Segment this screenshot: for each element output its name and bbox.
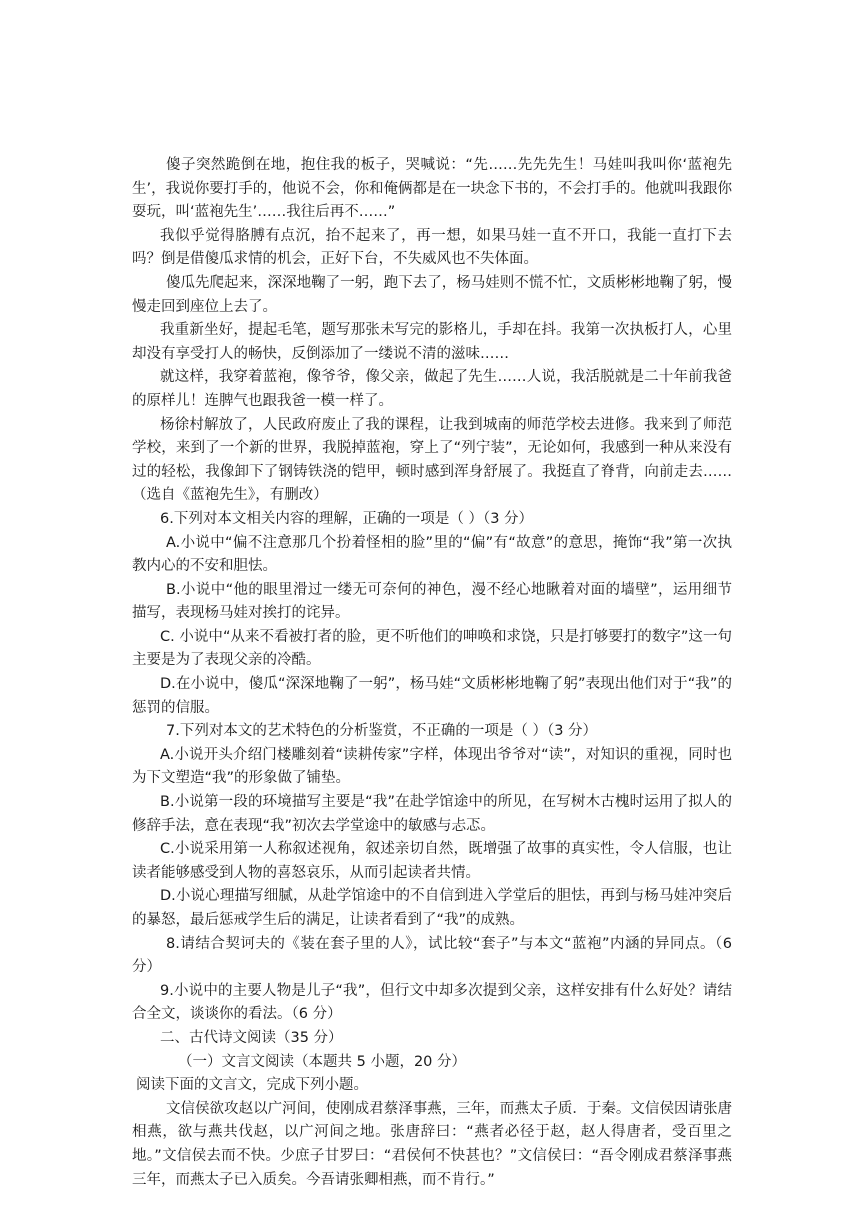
paragraph-6: 杨徐村解放了，人民政府废止了我的课程，让我到城南的师范学校去进修。我来到了师范学校，来到了一个新的世界，我脱掉蓝袍，穿上了“列宁装”，无论如何，我感到一种从来没有过的轻松，我像卸下了钢铸铁浇的铠甲，顿时感到浑身舒展了。我挺直了脊背，向前走去……（选自《蓝袍先生》，有删改） [132,416,732,504]
paragraph-4: 我重新坐好，提起毛笔，题写那张未写完的影格儿，手却在抖。我第一次执板打人，心里却没有享受打人的畅快，反倒添加了一缕说不清的滋味…… [132,322,732,362]
reading-instruction: 阅读下面的文言文，完成下列小题。 [136,1077,368,1094]
question-9: 9.小说中的主要人物是儿子“我”，但行文中却多次提到父亲，这样安排有什么好处？请结合全文，谈谈你的看法。（6 分） [132,982,732,1023]
question-6-option-a: A.小说中“偏不注意那几个扮着怪相的脸”里的“偏”有“故意”的意思，掩饰“我”第一次执教内心的不安和胆怯。 [132,534,732,575]
question-7-option-b: B.小说第一段的环境描写主要是“我”在赴学馆途中的所见，在写树木古槐时运用了拟人的修辞手法，意在表现“我”初次去学堂途中的敏感与忐忑。 [132,794,732,834]
question-6-option-c: C. 小说中“从来不看被打者的脸，更不听他们的呻唤和求饶，只是打够要打的数字”这一句主要是为了表现父亲的冷酷。 [132,628,732,669]
question-7-option-a: A.小说开头介绍门楼雕刻着“读耕传家”字样，体现出爷爷对“读”，对知识的重视，同时也为下文塑造“我”的形象做了铺垫。 [132,746,732,787]
question-7: 7.下列对本文的艺术特色的分析鉴赏，不正确的一项是（ ）（3 分） [166,723,598,740]
paragraph-3: 傻瓜先爬起来，深深地鞠了一躬，跑下去了，杨马娃则不慌不忙，文质彬彬地鞠了躬，慢慢走回到座位上去了。 [132,274,732,315]
document-page [132,154,732,1192]
question-6-option-b: B.小说中“他的眼里滑过一缕无可奈何的神色，漫不经心地瞅着对面的墙壁”，运用细节描写，表现杨马娃对挨打的诧异。 [132,581,732,622]
question-8: 8.请结合契诃夫的《装在套子里的人》，试比较“套子”与本文“蓝袍”内涵的异同点。（6 分） [132,935,732,976]
section-heading-classical: 二、古代诗文阅读（35 分） [160,1029,343,1046]
question-6-option-d: D.在小说中，傻瓜“深深地鞠了一躬”，杨马娃“文质彬彬地鞠了躬”表现出他们对于“我”的惩罚的信服。 [132,676,732,716]
question-7-option-d: D.小说心理描写细腻，从赴学馆途中的不自信到进入学堂后的胆怯，再到与杨马娃冲突后的暴怒，最后惩戒学生后的满足，让读者看到了“我”的成熟。 [132,888,732,928]
classical-passage: 文信侯欲攻赵以广河间，使刚成君蔡泽事燕，三年，而燕太子质．于秦。文信侯因请张唐相燕，欲与燕共伐赵，以广河间之地。张唐辞曰：“燕者必径于赵，赵人得唐者，受百里之地。”文信侯去而不快。少庶子甘罗曰：“君侯何不快甚也？”文信侯曰：“吾令刚成君蔡泽事燕三年，而燕太子已入质矣。今吾请张卿相燕，而不肯行。” [132,1100,732,1188]
paragraph-1: 傻子突然跪倒在地，抱住我的板子，哭喊说：“先……先先先生！马娃叫我叫你‘蓝袍先生’，我说你要打手的，他说不会，你和俺俩都是在一块念下书的，不会打手的。他就叫我跟你耍玩，叫‘蓝袍先生’……我往后再不……” [132,157,732,221]
question-6: 6.下列对本文相关内容的理解，正确的一项是（ ）（3 分） [160,510,534,527]
paragraph-2: 我似乎觉得胳膊有点沉，抬不起来了，再一想，如果马娃一直不开口，我能一直打下去吗？倒是借傻瓜求情的机会，正好下台，不失威风也不失体面。 [132,227,732,268]
paragraph-5: 就这样，我穿着蓝袍，像爷爷，像父亲，做起了先生……人说，我活脱就是二十年前我爸的原样儿！连脾气也跟我爸一模一样了。 [132,369,732,409]
question-7-option-c: C.小说采用第一人称叙述视角，叙述亲切自然，既增强了故事的真实性，令人信服，也让读者能够感受到人物的喜怒哀乐，从而引起读者共情。 [132,841,732,881]
subsection-heading-wenyan: （一）文言文阅读（本题共 5 小题，20 分） [178,1053,467,1070]
